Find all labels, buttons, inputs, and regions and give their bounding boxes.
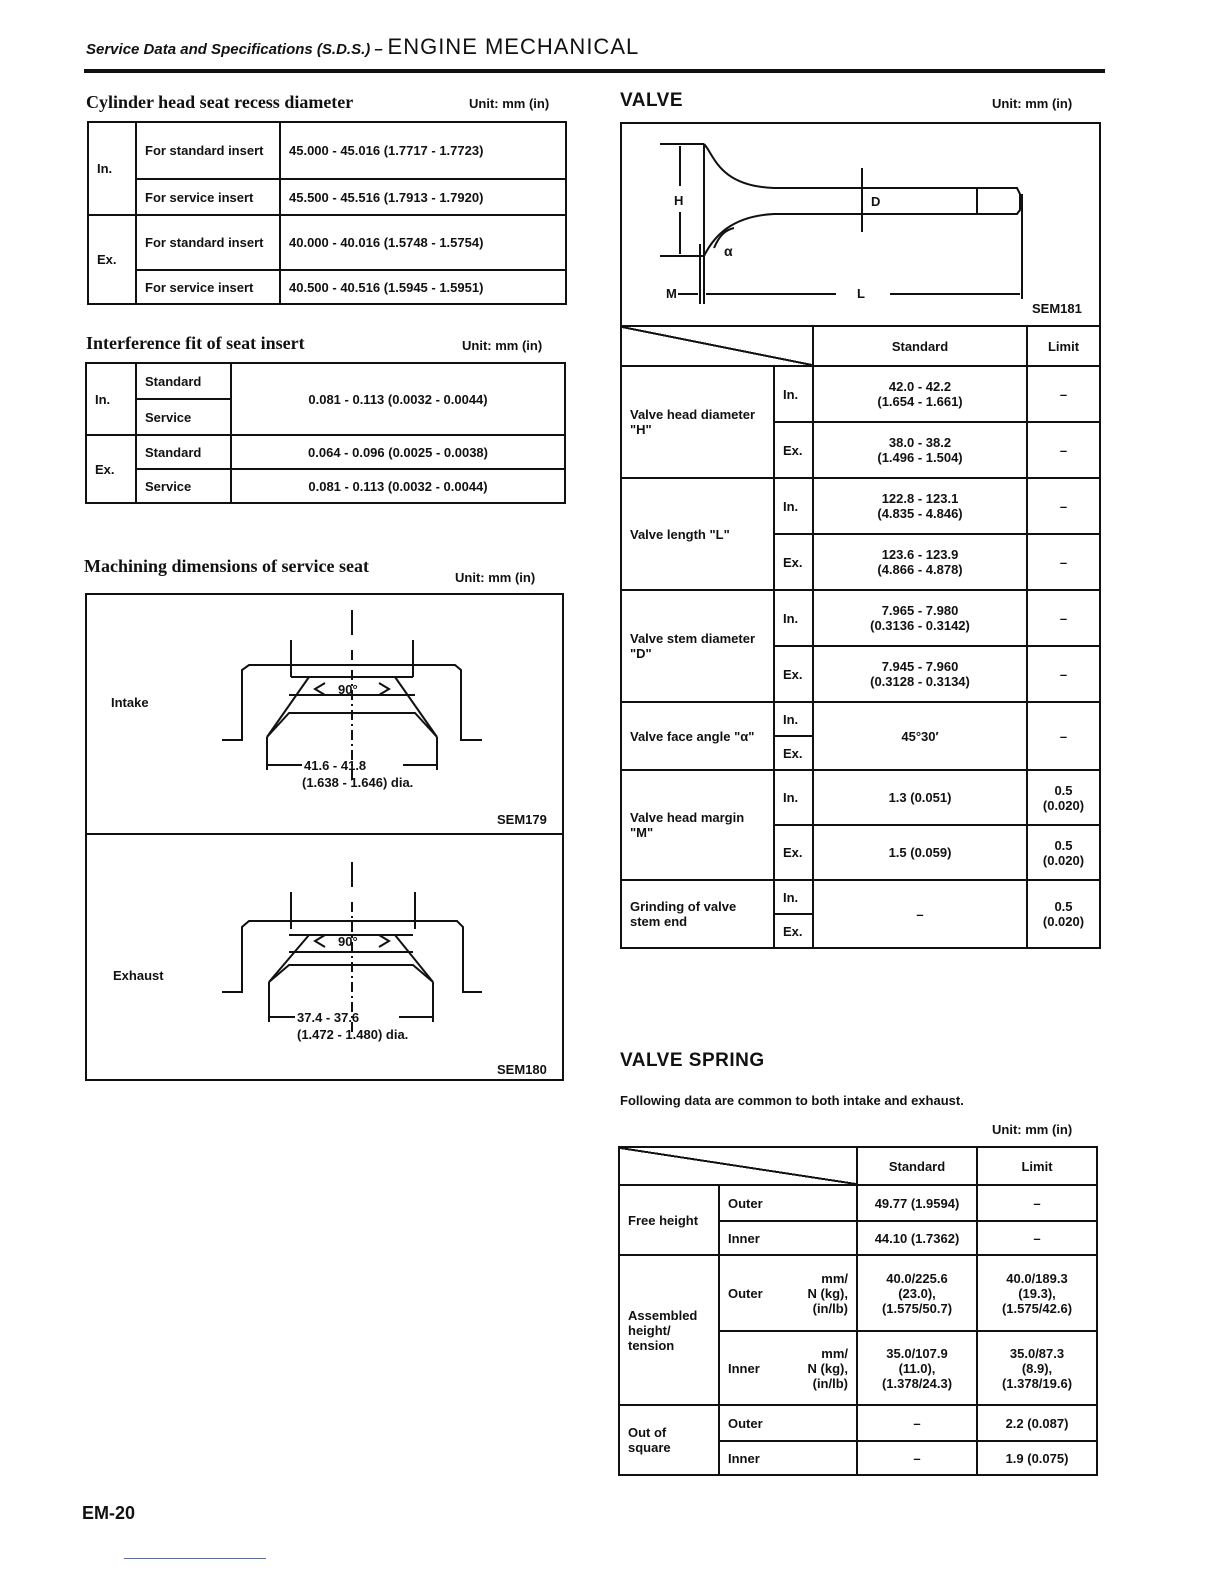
interference-in-standard: Standard [136, 363, 231, 399]
interference-ex-service: Service [136, 469, 231, 503]
recess-in-std-value: 45.000 - 45.016 (1.7717 - 1.7723) [280, 122, 566, 179]
recess-ex-srv-value: 40.500 - 40.516 (1.5945 - 1.5951) [280, 270, 566, 304]
spring-inner: Inner [719, 1441, 857, 1475]
spring-assembled-unit: mm/ N (kg), (in/lb) [777, 1331, 857, 1405]
valve-length-ex-std: 123.6 - 123.9 (4.866 - 4.878) [813, 534, 1027, 590]
valve-margin-in-lim: 0.5 (0.020) [1027, 770, 1100, 825]
valve-ex: Ex. [774, 534, 813, 590]
spring-assembled-label: Assembled height/ tension [619, 1255, 719, 1405]
valve-ex: Ex. [774, 914, 813, 948]
spring-assembled-inner-lim: 35.0/87.3 (8.9), (1.378/19.6) [977, 1331, 1097, 1405]
spring-free-outer-lim: – [977, 1185, 1097, 1221]
intake-dim-text: 41.6 - 41.8 [304, 758, 367, 773]
interference-ex-standard: Standard [136, 435, 231, 469]
machining-title: Machining dimensions of service seat [84, 556, 369, 576]
valve-face-lim: – [1027, 702, 1100, 770]
spring-square-inner-lim: 1.9 (0.075) [977, 1441, 1097, 1475]
valve-grind-lim: 0.5 (0.020) [1027, 880, 1100, 948]
exhaust-seat-diagram [207, 857, 487, 1057]
intake-code: SEM179 [497, 812, 547, 827]
spring-table [618, 1146, 1098, 1476]
valve-figure [620, 122, 1101, 327]
valve-fig-h: H [674, 193, 684, 208]
spring-assembled-outer-std: 40.0/225.6 (23.0), (1.575/50.7) [857, 1255, 977, 1331]
valve-stem-ex-lim: – [1027, 646, 1100, 702]
interference-in-value: 0.081 - 0.113 (0.0032 - 0.0044) [231, 363, 565, 435]
valve-fig-alpha: α [724, 243, 733, 259]
valve-head-in-std: 42.0 - 42.2 (1.654 - 1.661) [813, 366, 1027, 422]
figure-divider [87, 833, 562, 835]
valve-ex: Ex. [774, 825, 813, 880]
spring-inner: Inner [719, 1331, 777, 1405]
valve-corner-cell [621, 326, 813, 366]
interference-title: Interference fit of seat insert [86, 333, 305, 353]
interference-in-service: Service [136, 399, 231, 435]
valve-title: VALVE [620, 90, 684, 111]
valve-face-std: 45°30′ [813, 702, 1027, 770]
valve-in: In. [774, 366, 813, 422]
valve-in: In. [774, 770, 813, 825]
spring-title: VALVE SPRING [620, 1050, 765, 1071]
valve-fig-l: L [857, 286, 865, 301]
spring-inner: Inner [719, 1221, 857, 1255]
spring-free-height-label: Free height [619, 1185, 719, 1255]
spring-outer: Outer [719, 1405, 857, 1441]
interference-ex-std-value: 0.064 - 0.096 (0.0025 - 0.0038) [231, 435, 565, 469]
spring-free-inner-lim: – [977, 1221, 1097, 1255]
valve-in: In. [774, 880, 813, 914]
valve-fig-code: SEM181 [1032, 301, 1082, 316]
spring-square-outer-std: – [857, 1405, 977, 1441]
spring-free-inner-std: 44.10 (1.7362) [857, 1221, 977, 1255]
valve-head-ex-std: 38.0 - 38.2 (1.496 - 1.504) [813, 422, 1027, 478]
recess-ex-srv-name: For service insert [136, 270, 280, 304]
valve-col-limit: Limit [1027, 326, 1100, 366]
valve-length-label: Valve length "L" [621, 478, 774, 590]
intake-dim-in-text: (1.638 - 1.646) dia. [302, 775, 414, 790]
valve-ex: Ex. [774, 736, 813, 770]
recess-in-srv-name: For service insert [136, 179, 280, 215]
intake-label: Intake [111, 695, 149, 710]
interference-in-label: In. [86, 363, 136, 435]
spring-corner-cell [619, 1147, 857, 1185]
spring-square-label: Out of square [619, 1405, 719, 1475]
recess-in-std-name: For standard insert [136, 122, 280, 179]
exhaust-dim-in-text: (1.472 - 1.480) dia. [297, 1027, 409, 1042]
spring-assembled-inner-std: 35.0/107.9 (11.0), (1.378/24.3) [857, 1331, 977, 1405]
valve-margin-in-std: 1.3 (0.051) [813, 770, 1027, 825]
recess-ex-std-value: 40.000 - 40.016 (1.5748 - 1.5754) [280, 215, 566, 270]
header-section: Service Data and Specifications (S.D.S.) – [86, 41, 383, 58]
page-number: EM-20 [82, 1503, 136, 1523]
valve-in: In. [774, 702, 813, 736]
footer-rule [124, 1558, 266, 1559]
spring-outer: Outer [719, 1255, 777, 1331]
spring-assembled-unit: mm/ N (kg), (in/lb) [777, 1255, 857, 1331]
spring-square-inner-std: – [857, 1441, 977, 1475]
valve-head-ex-lim: – [1027, 422, 1100, 478]
valve-in: In. [774, 478, 813, 534]
spring-free-outer-std: 49.77 (1.9594) [857, 1185, 977, 1221]
exhaust-label: Exhaust [113, 968, 164, 983]
valve-fig-m: M [666, 286, 677, 301]
valve-head-in-lim: – [1027, 366, 1100, 422]
recess-in-label: In. [88, 122, 136, 215]
recess-ex-label: Ex. [88, 215, 136, 304]
spring-assembled-outer-lim: 40.0/189.3 (19.3), (1.575/42.6) [977, 1255, 1097, 1331]
interference-ex-label: Ex. [86, 435, 136, 503]
header-title: ENGINE MECHANICAL [387, 34, 640, 59]
spring-unit: Unit: mm (in) [992, 1122, 1073, 1137]
valve-head-dia-label: Valve head diameter "H" [621, 366, 774, 478]
machining-figure [85, 593, 564, 1081]
interference-unit: Unit: mm (in) [462, 338, 543, 353]
recess-ex-std-name: For standard insert [136, 215, 280, 270]
recess-table [87, 121, 567, 305]
valve-margin-label: Valve head margin "M" [621, 770, 774, 880]
valve-stem-in-std: 7.965 - 7.980 (0.3136 - 0.3142) [813, 590, 1027, 646]
recess-in-srv-value: 45.500 - 45.516 (1.7913 - 1.7920) [280, 179, 566, 215]
valve-stem-label: Valve stem diameter "D" [621, 590, 774, 702]
valve-length-in-std: 122.8 - 123.1 (4.835 - 4.846) [813, 478, 1027, 534]
exhaust-angle-text: 90° [338, 934, 358, 949]
intake-seat-diagram [207, 605, 487, 805]
spring-square-outer-lim: 2.2 (0.087) [977, 1405, 1097, 1441]
interference-ex-srv-value: 0.081 - 0.113 (0.0032 - 0.0044) [231, 469, 565, 503]
valve-face-label: Valve face angle "α" [621, 702, 774, 770]
header-rule [84, 69, 1105, 73]
spring-outer: Outer [719, 1185, 857, 1221]
intake-angle-text: 90° [338, 682, 358, 697]
valve-ex: Ex. [774, 646, 813, 702]
valve-stem-ex-std: 7.945 - 7.960 (0.3128 - 0.3134) [813, 646, 1027, 702]
recess-title: Cylinder head seat recess diameter [86, 92, 354, 112]
interference-table [85, 362, 566, 504]
valve-margin-ex-std: 1.5 (0.059) [813, 825, 1027, 880]
exhaust-dim-text: 37.4 - 37.6 [297, 1010, 360, 1025]
valve-margin-ex-lim: 0.5 (0.020) [1027, 825, 1100, 880]
valve-length-in-lim: – [1027, 478, 1100, 534]
spring-col-limit: Limit [977, 1147, 1097, 1185]
machining-unit: Unit: mm (in) [455, 570, 536, 585]
valve-in: In. [774, 590, 813, 646]
valve-grind-std: – [813, 880, 1027, 948]
valve-grind-label: Grinding of valve stem end [621, 880, 774, 948]
valve-unit: Unit: mm (in) [992, 96, 1073, 111]
exhaust-code: SEM180 [497, 1062, 547, 1077]
valve-ex: Ex. [774, 422, 813, 478]
valve-fig-d: D [871, 194, 881, 209]
spring-col-standard: Standard [857, 1147, 977, 1185]
valve-length-ex-lim: – [1027, 534, 1100, 590]
valve-stem-in-lim: – [1027, 590, 1100, 646]
valve-col-standard: Standard [813, 326, 1027, 366]
page-header [86, 34, 639, 60]
valve-table [620, 325, 1101, 949]
spring-note: Following data are common to both intake and exhaust. [620, 1093, 964, 1108]
recess-unit: Unit: mm (in) [469, 96, 550, 111]
